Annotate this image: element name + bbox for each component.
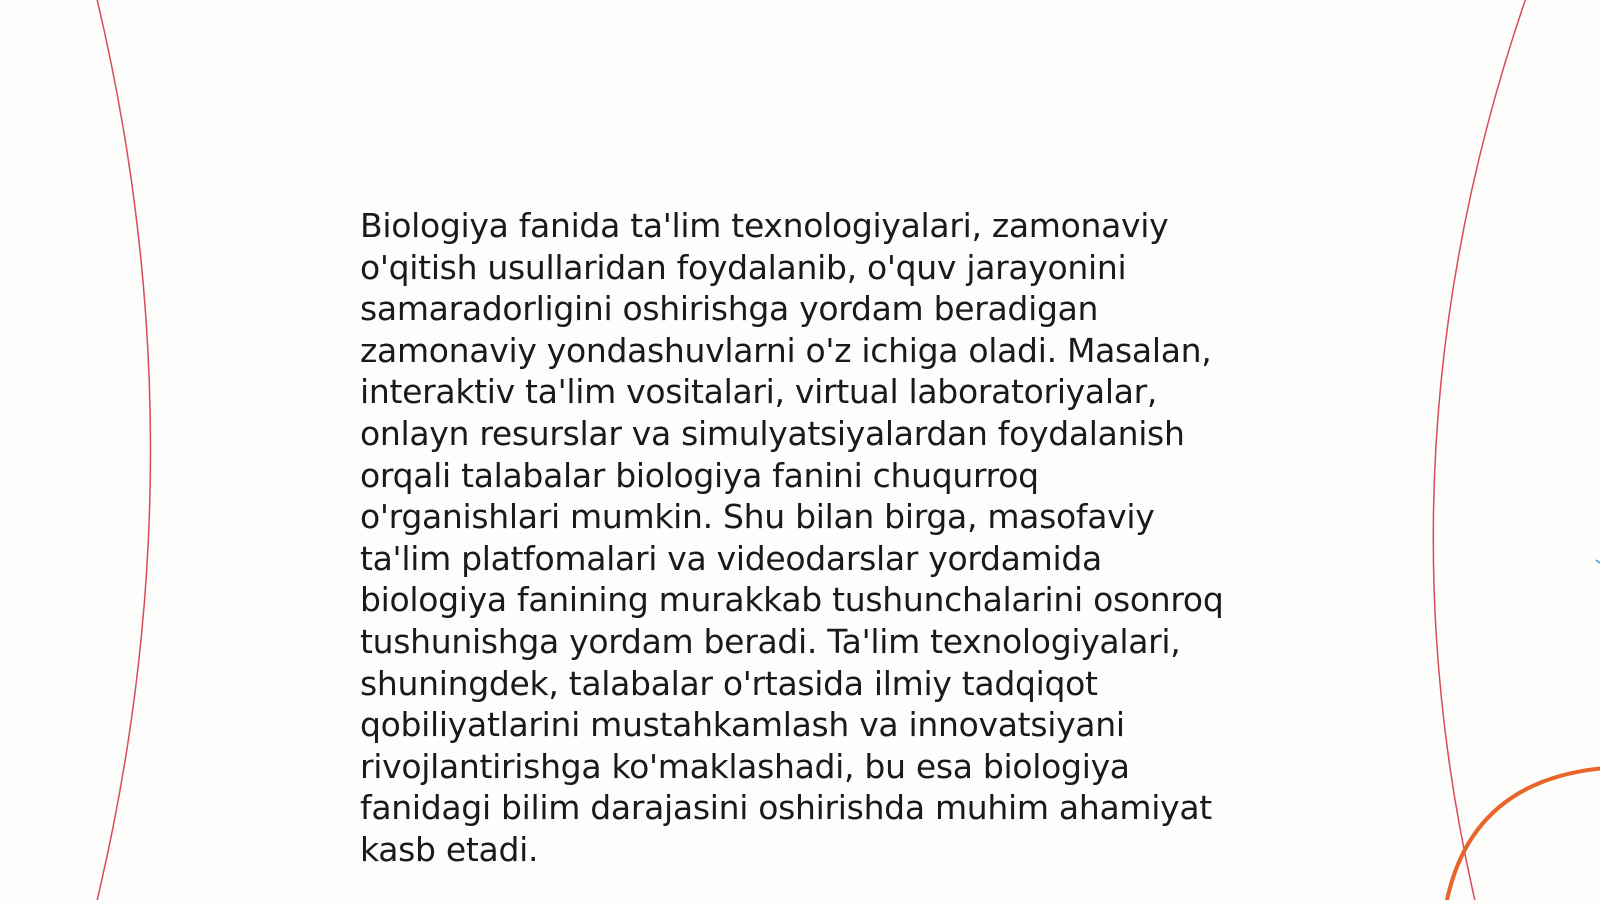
paragraph-line: o'rganishlari mumkin. Shu bilan birga, masofaviy [360, 497, 1155, 537]
paragraph-line: biologiya fanining murakkab tushunchalarini osonroq [360, 580, 1224, 620]
paragraph-line: ta'lim platfomalari va videodarslar yordamida [360, 538, 1102, 578]
slide-paragraph [360, 205, 1260, 871]
left-curve-line [96, 0, 151, 900]
paragraph-line: onlayn resurslar va simulyatsiyalardan foydalanish [360, 413, 1185, 453]
paragraph-line: zamonaviy yondashuvlarni o'z ichiga oladi. Masalan, [360, 330, 1212, 370]
orange-arc [1446, 768, 1600, 900]
paragraph-line: rivojlantirishga ko'maklashadi, bu esa biologiya [360, 746, 1130, 786]
paragraph-line: tushunishga yordam beradi. Ta'lim texnologiyalari, [360, 621, 1181, 661]
paragraph-line: kasb etadi. [360, 829, 539, 869]
paragraph-line: interaktiv ta'lim vositalari, virtual laboratoriyalar, [360, 372, 1158, 412]
paragraph-line: orqali talabalar biologiya fanini chuqurroq [360, 455, 1039, 495]
right-curve-line [1433, 0, 1527, 900]
paragraph-line: Biologiya fanida ta'lim texnologiyalari, zamonaviy [360, 206, 1169, 245]
blue-tick-mark [1596, 560, 1600, 563]
paragraph-line: fanidagi bilim darajasini oshirishda muhim ahamiyat [360, 788, 1212, 828]
paragraph-line: qobiliyatlarini mustahkamlash va innovatsiyani [360, 705, 1125, 745]
paragraph-line: samaradorligini oshirishga yordam beradigan [360, 289, 1099, 329]
paragraph-line: shuningdek, talabalar o'rtasida ilmiy tadqiqot [360, 663, 1098, 703]
paragraph-line: o'qitish usullaridan foydalanib, o'quv jarayonini [360, 247, 1127, 287]
